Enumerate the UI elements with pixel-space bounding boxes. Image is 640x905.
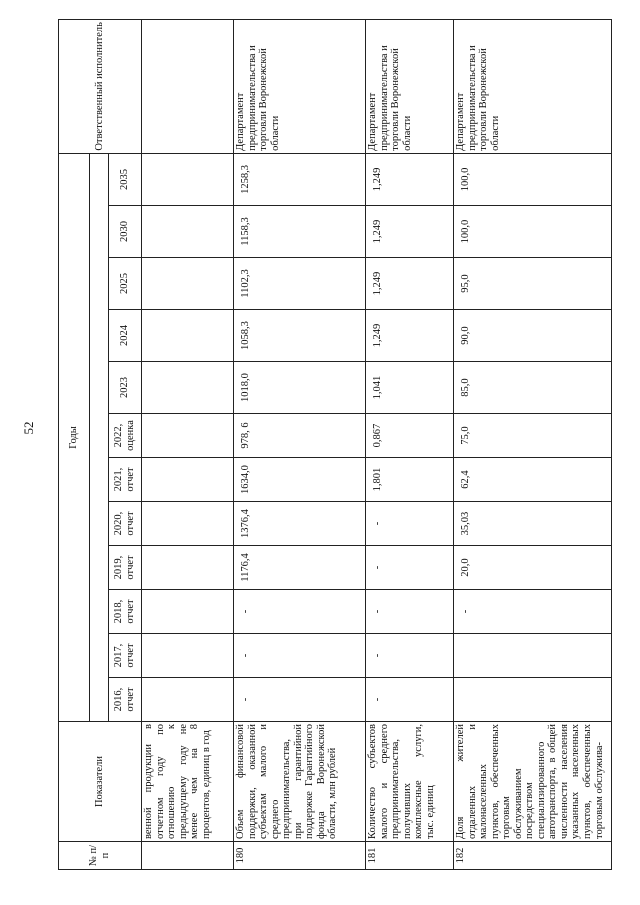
row-value: 62,4 [454, 458, 612, 502]
header-years: Годы [59, 153, 90, 721]
year-header: 2021, отчет [109, 458, 142, 502]
row-value [142, 153, 234, 205]
header-num: № п/п [59, 842, 142, 870]
row-value [142, 362, 234, 414]
year-header: 2017, отчет [109, 634, 142, 678]
row-responsible: Департамент предпринимательства и торговли Воронежской области [234, 19, 366, 153]
row-value: - [366, 502, 454, 546]
table-row [234, 19, 366, 869]
header-indicator: Показатели [59, 722, 142, 842]
row-value [142, 414, 234, 458]
row-value: 1,249 [366, 206, 454, 258]
row-value [454, 678, 612, 722]
row-value [142, 546, 234, 590]
row-indicator: венной продукции в отчетном году по отношению к предыдущему году не менее чем на 8 процентов, единиц в год [142, 722, 234, 842]
row-responsible: Департамент предпринимательства и торговли Воронежской области [454, 19, 612, 153]
table-row [142, 19, 234, 869]
row-value [142, 258, 234, 310]
row-value: - [234, 678, 366, 722]
row-value: - [366, 634, 454, 678]
row-responsible: Департамент предпринимательства и торговли Воронежской области [366, 19, 454, 153]
indicators-table [58, 19, 612, 870]
header-spacer [90, 153, 109, 721]
row-value: 978, 6 [234, 414, 366, 458]
row-value [142, 634, 234, 678]
row-value [142, 458, 234, 502]
row-value: 35,03 [454, 502, 612, 546]
year-header: 2022, оценка [109, 414, 142, 458]
year-header: 2030 [109, 206, 142, 258]
row-value [454, 634, 612, 678]
year-header: 2018, отчет [109, 590, 142, 634]
row-value: 95,0 [454, 258, 612, 310]
header-responsible: Ответственный исполнитель [59, 19, 142, 153]
table-row [454, 19, 612, 869]
year-header: 2019, отчет [109, 546, 142, 590]
row-indicator: Доля жителей отдаленных и малонаселенных пунктов, обеспеченных торговым обслуживанием посредством специализированного автотранспорта, в общей численности населения указанных населенных пунктов, обеспеченных торговым обслужива- [454, 722, 612, 842]
row-value: 1158,3 [234, 206, 366, 258]
row-value: 20,0 [454, 546, 612, 590]
year-header: 2016, отчет [109, 678, 142, 722]
row-value: 1018,0 [234, 362, 366, 414]
row-value: 0,867 [366, 414, 454, 458]
row-value: 85,0 [454, 362, 612, 414]
row-value: 1258,3 [234, 153, 366, 205]
row-value [142, 310, 234, 362]
row-indicator: Количество субъектов малого и среднего предпринимательства, получивших комплексные услуги, тыс. единиц [366, 722, 454, 842]
row-value: 1,249 [366, 258, 454, 310]
row-value: 1176,4 [234, 546, 366, 590]
row-value: 1,041 [366, 362, 454, 414]
rotated-table-container [58, 20, 634, 870]
row-value: - [366, 546, 454, 590]
row-value: 75,0 [454, 414, 612, 458]
year-header: 2025 [109, 258, 142, 310]
table-row [366, 19, 454, 869]
row-value: 1,249 [366, 310, 454, 362]
row-number [142, 842, 234, 870]
row-value [142, 206, 234, 258]
row-number: 182 [454, 842, 612, 870]
row-number: 180 [234, 842, 366, 870]
row-indicator: Объем финансовой поддержки, оказанной субъектам малого и среднего предпринимательства, при гарантийной поддержке Гарантийного фонда Воронежской области, млн рублей [234, 722, 366, 842]
row-value: 100,0 [454, 153, 612, 205]
row-responsible [142, 19, 234, 153]
row-value: 1376,4 [234, 502, 366, 546]
row-value: 1102,3 [234, 258, 366, 310]
row-value: 90,0 [454, 310, 612, 362]
year-header: 2023 [109, 362, 142, 414]
row-value: - [366, 590, 454, 634]
page-number: 52 [21, 421, 36, 435]
year-header: 2024 [109, 310, 142, 362]
row-value: 1,801 [366, 458, 454, 502]
row-value: - [234, 634, 366, 678]
row-value: - [454, 590, 612, 634]
row-value [142, 590, 234, 634]
year-header: 2020, отчет [109, 502, 142, 546]
row-number: 181 [366, 842, 454, 870]
year-header: 2035 [109, 153, 142, 205]
row-value [142, 502, 234, 546]
row-value: - [234, 590, 366, 634]
row-value: 1058,3 [234, 310, 366, 362]
row-value: 1634,0 [234, 458, 366, 502]
row-value: 1,249 [366, 153, 454, 205]
row-value: - [366, 678, 454, 722]
row-value: 100,0 [454, 206, 612, 258]
row-value [142, 678, 234, 722]
